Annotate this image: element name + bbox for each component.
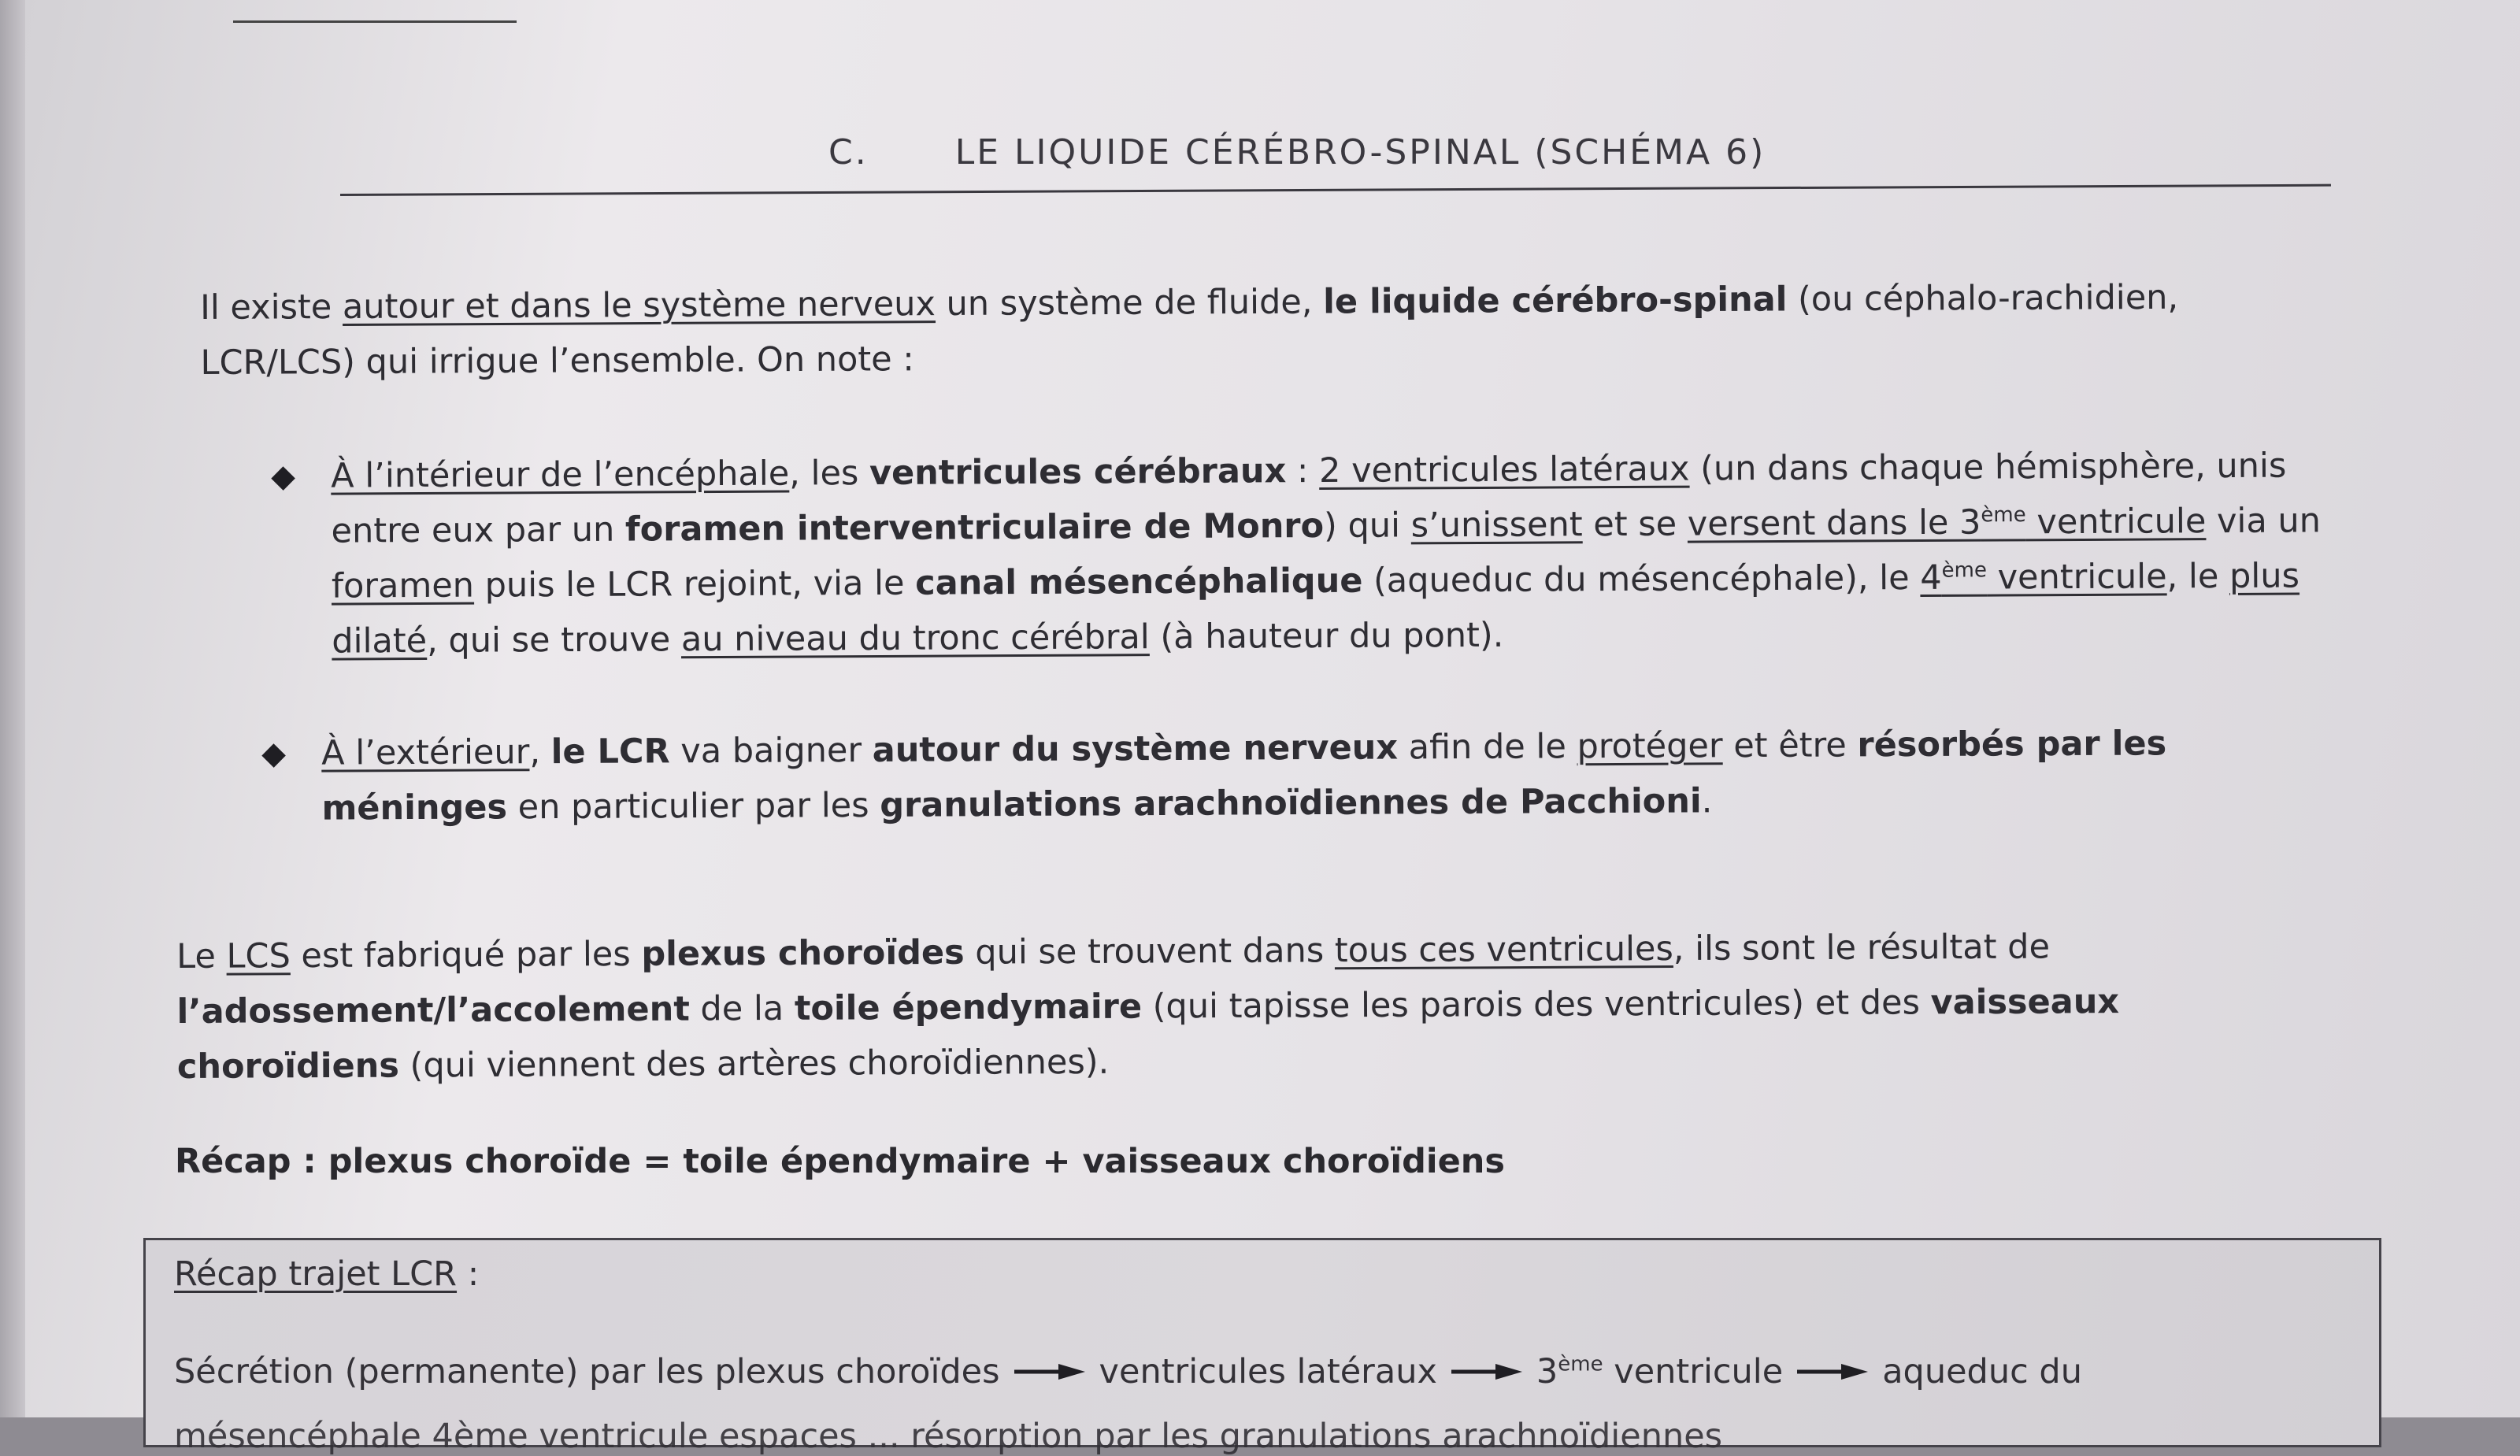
heading-rule [340, 184, 2331, 196]
bullet-underline: s’unissent [1410, 505, 1583, 546]
bullet-text: et être [1722, 725, 1858, 766]
bullet-text: puis le LCR rejoint, via le [473, 563, 916, 606]
section-letter: C. [828, 132, 869, 172]
previous-underline [233, 2, 517, 23]
intro-text: un système de fluide, [935, 282, 1324, 324]
bullet-bold: autour du système nerveux [872, 728, 1399, 770]
flow-step: Sécrétion (permanente) par les plexus choroïdes [174, 1352, 1000, 1391]
bullet-interior-text [331, 438, 2348, 669]
bullet-underline-part: versent dans le 3 [1687, 502, 1981, 544]
bullet-text: : [1286, 451, 1320, 491]
bullet-underline-part: ventricule [1986, 557, 2167, 598]
lcs-text: (qui tapisse les parois des ventricules) et des [1141, 983, 1931, 1027]
bullet-underline-part: ventricule [2025, 502, 2207, 543]
bullet-text: (à hauteur du pont). [1149, 615, 1504, 658]
lcs-underline: tous ces ventricules [1334, 929, 1673, 971]
arrow-right-icon [1451, 1362, 1522, 1381]
bullet-underline: au niveau du tronc cérébral [680, 617, 1150, 660]
lcs-bold: plexus choroïdes [641, 932, 965, 974]
lcs-paragraph [176, 918, 2351, 1095]
diamond-bullet-icon: ◆ [261, 735, 287, 772]
bullet-text: en particulier par les [506, 785, 880, 828]
bullet-text: , [529, 732, 551, 772]
intro-text: Il existe [200, 287, 343, 328]
recap-box-title-text: Récap trajet LCR [174, 1254, 458, 1294]
diamond-bullet-icon: ◆ [271, 458, 296, 495]
bullet-text: , les [789, 454, 870, 494]
bullet-bold: ventricules cérébraux [869, 451, 1287, 494]
bullet-text: , qui se trouve [427, 620, 682, 661]
bullet-underline: protéger [1577, 726, 1723, 767]
lcr-flow [174, 1344, 2082, 1399]
bullet-text: et se [1582, 504, 1688, 545]
bullet-bold: canal mésencéphalique [915, 561, 1363, 603]
flow-step: ventricules latéraux [1099, 1352, 1437, 1391]
recap-line: Récap : plexus choroïde = toile épendymaire + vaisseaux choroïdiens [175, 1142, 1505, 1181]
bullet-underline: plus dilaté [332, 556, 2300, 661]
document-page [25, 0, 2520, 1456]
arrow-right-icon [1797, 1362, 1868, 1381]
intro-paragraph [200, 269, 2327, 391]
lcs-bold: l’adossement/l’accolement [176, 989, 690, 1032]
bullet-text: via un [2206, 501, 2322, 542]
bullet-bold: foramen interventriculaire de Monro [624, 506, 1325, 550]
bullet-underline [1920, 557, 2167, 598]
flow-next-line: mésencéphale 4ème ventricule espaces ... résorption par les granulations arachnoïdiennes [174, 1417, 1723, 1456]
bullet-text: va baigner [669, 730, 873, 772]
lcs-bold: vaisseaux choroïdiens [176, 982, 2120, 1087]
bullet-underline: À l’intérieur de l’encéphale [331, 454, 790, 496]
arrow-right-icon [1014, 1362, 1085, 1381]
lcs-bold: toile épendymaire [794, 987, 1143, 1028]
bullet-interior [271, 438, 2348, 669]
bullet-text: (un dans chaque hémisphère, unis entre eux par un [331, 446, 2287, 551]
bullet-text: ) qui [1323, 506, 1411, 546]
superscript: ème [1981, 503, 2026, 528]
recap-box-title-suffix: : [457, 1254, 480, 1294]
recap-box [143, 1238, 2381, 1456]
lcs-text: (qui viennent des artères choroïdiennes). [398, 1042, 1110, 1086]
recap-box-title [174, 1247, 479, 1302]
lcs-text: de la [689, 988, 795, 1029]
flow-step: aqueduc du [1882, 1352, 2082, 1391]
lcs-text: est fabriqué par les [290, 934, 642, 976]
lcs-text: qui se trouvent dans [964, 931, 1335, 973]
flow-step-number: 3 [1536, 1352, 1558, 1391]
intro-underline: autour et dans le système nerveux [342, 284, 936, 328]
intro-text: (ou céphalo-rachidien, LCR/LCS) qui irrigue l’ensemble. On note : [200, 277, 2179, 383]
superscript: ème [1558, 1352, 1603, 1376]
lcs-text: Le [176, 936, 227, 976]
bullet-text: afin de le [1397, 727, 1577, 768]
bullet-bold: résorbés par les méninges [321, 724, 2167, 828]
intro-bold: le liquide cérébro-spinal [1323, 280, 1788, 322]
bullet-bold: granulations arachnoïdiennes de Pacchioni [880, 781, 1702, 825]
bullet-text: (aqueduc du mésencéphale), le [1362, 558, 1921, 601]
previous-text-fragment [214, 0, 517, 23]
bullet-underline: À l’extérieur [321, 732, 530, 773]
lcs-text: , ils sont le résultat de [1673, 927, 2051, 969]
section-title-text: LE LIQUIDE CÉRÉBRO-SPINAL (SCHÉMA 6) [954, 132, 1766, 172]
flow-step-rest: ventricule [1603, 1352, 1784, 1391]
bullet-bold: le LCR [550, 732, 670, 772]
bullet-exterior-text [321, 715, 2338, 835]
flow-step [1536, 1344, 1783, 1399]
superscript: ème [1941, 558, 1988, 583]
bullet-underline [1688, 502, 2207, 543]
bullet-underline: foramen [331, 565, 475, 606]
bullet-text: , le [2166, 556, 2230, 597]
bullet-underline-part: 4 [1920, 558, 1942, 598]
section-heading [828, 132, 1766, 172]
page-edge-shadow [0, 0, 25, 1417]
bullet-underline: 2 ventricules latéraux [1318, 449, 1690, 491]
lcs-underline: LCS [226, 936, 291, 976]
bullet-text: . [1701, 781, 1713, 821]
bullet-exterior [261, 715, 2338, 836]
